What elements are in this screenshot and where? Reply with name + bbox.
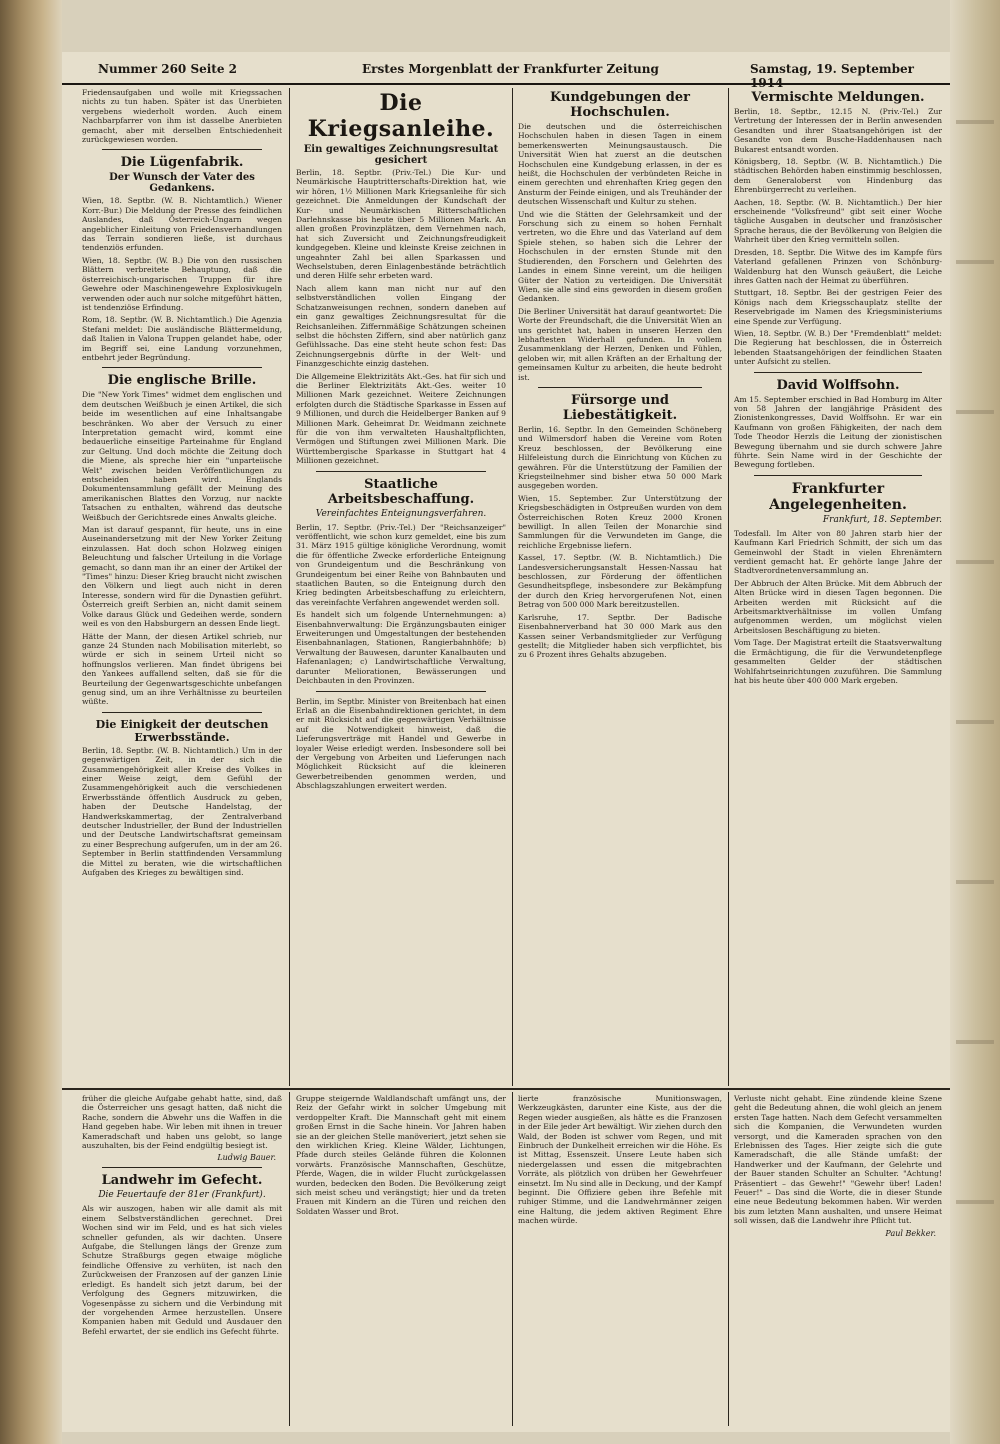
article-text: Am 15. September erschied in Bad Homburg im Alter von 58 Jahren der langjährige Präsident des Zionistenkongresses, David Wolffsohn. Er war ein Kaufmann von großen Fähigkeiten, der nach dem Tode Theodor Herzls die Leitung der zionistischen Bewegung übernahm und sie durch schwere Jahre führte. Sein Name wird in der Geschichte der Bewegung fortleben. [734, 394, 942, 470]
section-divider [62, 1088, 950, 1090]
separator [102, 1167, 262, 1168]
article-heading: Kundgebungen der Hochschulen. [550, 90, 690, 120]
column-3 [518, 88, 722, 1084]
newspaper-page [62, 52, 950, 1432]
separator [754, 475, 922, 476]
article-text: Todesfall. Im Alter von 80 Jahren starb hier der Kaufmann Karl Friedrich Schmitt, der sich um das Gemeinwohl der Stadt in vielen Ehrenämtern verdient gemacht hat. Er gehörte lange Jahre der Stadtverordnetenversammlung an. [734, 528, 942, 576]
separator [102, 149, 262, 150]
masthead [62, 58, 950, 84]
article-text: Berlin, 17. Septbr. (Priv.-Tel.) Der "Reichsanzeiger" veröffentlicht, wie schon kurz gemeldet, eine bis zum 31. März 1915 gültige königliche Verordnung, womit die für öffentliche Zwecke erforderliche Enteignung von Grundeigentum und die Beschränkung von Grundeigentum bei einer Reihe von Bahnbauten und staatlichen Bauten, so die Enteignung durch den Krieg bedingten Arbeitsbeschaffung zu erleichtern, das vereinfachte Verfahren angewendet werden soll. [296, 522, 506, 607]
column-divider [512, 1092, 513, 1426]
article-subheading: Die Feuertaufe der 81er (Frankfurt). [98, 1190, 266, 1201]
article-text: Verluste nicht gehabt. Eine zündende kleine Szene geht die Bedeutung ahnen, die wohl gleich an jenem ersten Tage hatten. Nach dem Gefecht versammelten sich die Kompanien, die Verwundeten wurden versorgt, und die Kameraden sprachen von den Erlebnissen des Tages. Hier zeigte sich die gute Kameradschaft, die alle Stände umfaßt: der Handwerker und der Kaufmann, der Gelehrte und der Bauer standen Schulter an Schulter. "Achtung! Präsentiert – das Gewehr!" "Gewehr über! Laden! Feuer!" – Das sind die Worte, die in dieser Stunde eine neue Bedeutung bekommen haben. Wir werden bis zum letzten Mann aushalten, und unsere Heimat soll wissen, daß die Landwehr ihre Pflicht tut. [734, 1094, 942, 1226]
article-text: Karlsruhe, 17. Septbr. Der Badische Eisenbahnerverband hat 30 000 Mark aus den Kassen seiner Verbandsmitglieder zur Verfügung gestellt; die Mitglieder haben sich verpflichtet, bis zu 6 Prozent ihres Gehalts abzugeben. [518, 612, 722, 660]
article-heading: Die englische Brille. [107, 373, 257, 389]
article-heading: Fürsorge und Liebestätigkeit. [562, 392, 678, 423]
article-heading: Die Einigkeit der deutschen Erwerbsstände. [95, 717, 269, 744]
column-divider [289, 88, 290, 1086]
article-text: Wien, 18. Septbr. (W. B. Nichtamtlich.) Wiener Korr.-Bur.) Die Meldung der Presse des feindlichen Auslandes, daß Österreich-Ungarn wegen angeblicher Einleitung von Friedensverhandlungen das Terrain sondieren ließe, ist durchaus tendenziös erfunden. [82, 196, 282, 253]
column-divider [728, 1092, 729, 1426]
article-text: Nach allem kann man nicht nur auf den selbstverständlichen vollen Eingang der Schatzanweisungen rechnen, sondern daneben auf ein ganz gewaltiges Zeichnungsresultat für die Reichsanleihen. Ziffernmäßige Schätzungen scheinen selbst die höchsten Ziffern, sind aber natürlich ganz Gefühlssache. Das eine steht heute schon fest: Das Zeichnungsergebnis dürfte in der Welt- und Finanzgeschichte einzig dastehen. [296, 283, 506, 369]
article-text: Und wie die Stätten der Gelehrsamkeit und der Forschung sich zu einem so hohen Fernhalt vertreten, wo die Ehre und das Vaterland auf dem Spiele stehen, so haben sich die Lehrer der Hochschulen in der ernsten Stunde mit den Studierenden, den Forschern und Gelehrten des Landes in einem Sinne vereint, um die heiligen Güter der Nation zu verteidigen. Die Universität Wien, sie alle sind eins geworden in diesem großen Gedanken. [518, 209, 722, 304]
article-text: Kassel, 17. Septbr. (W. B. Nichtamtlich.) Die Landesversicherungsanstalt Hessen-Nassau hat beschlossen, zur Förderung der öffentlichen Gesundheitspflege, insbesondere zur Bekämpfung der durch den Krieg hervorgerufenen Not, einen Betrag von 500 000 Mark bereitzustellen. [518, 553, 722, 610]
article-text: Aachen, 18. Septbr. (W. B. Nichtamtlich.) Der hier erscheinende "Volksfreund" gibt seit einer Woche tägliche Ausgaben in deutscher und französischer Sprache heraus, die der Bevölkerung von Belgien die Wahrheit über den Krieg vermitteln sollen. [734, 197, 942, 245]
separator [316, 691, 486, 692]
lower-column-3 [518, 1094, 722, 1428]
article-text: Wien, 18. Septbr. (W. B.) Die von den russischen Blättern verbreitete Behauptung, daß die österreichisch-ungarischen Truppen für ihre Gewehre oder Maschinengewehre Explosivkugeln verwenden oder auch nur solche mitgeführt hätten, ist tendenziöse Erfindung. [82, 255, 282, 312]
article-text: lierte französische Munitionswagen, Werkzeugkästen, darunter eine Kiste, aus der die Regen wieder ausgießen, als hätte es die Franzosen in der Eile jeder Art bewältigt. Wir ziehen durch den Wald, der Boden ist schwer vom Regen, und mit Einbruch der Dunkelheit erreichen wir die Höhe. Es ist Mittag, Essenszeit. Unsere Leute haben sich niedergelassen und essen die mitgebrachten Vorräte, als plötzlich von drüben her Gewehrfeuer einsetzt. Im Nu sind alle in Deckung, und der Kampf beginnt. Die Offiziere geben ihre Befehle mit ruhiger Stimme, und die Landwehrmänner zeigen eine Haltung, die jedem aktiven Regiment Ehre machen würde. [518, 1094, 722, 1226]
article-text: Die Berliner Universität hat darauf geantwortet: Die Worte der Freundschaft, die die Universität Wien an uns gerichtet hat, haben in unseren Herzen den lebhaftesten Widerhall gefunden. In vollem Zusammenklang der Herzen, Denken und Fühlen, geloben wir, mit allen Kräften an der Erhaltung der gemeinsamen Kultur zu arbeiten, die heute bedroht ist. [518, 306, 722, 382]
column-divider [512, 88, 513, 1086]
book-binding [0, 0, 62, 1444]
article-text: Wien, 18. Septbr. (W. B.) Der "Fremdenblatt" meldet: Die Regierung hat beschlossen, die in Österreich lebenden Staatsangehörigen der feindlichen Staaten unter Aufsicht zu stellen. [734, 328, 942, 367]
article-heading: Die Lügenfabrik. [120, 155, 244, 171]
article-subheading: Der Wunsch der Vater des Gedankens. [109, 172, 255, 195]
column-1 [82, 88, 282, 1084]
lower-column-4 [734, 1094, 942, 1428]
adjacent-page-edge [950, 0, 1000, 1444]
article-text: Dresden, 18. Septbr. Die Witwe des im Kampfe fürs Vaterland gefallenen Prinzen von Schönburg-Waldenburg hat den Wunsch geäußert, die Leiche ihres Gatten nach der Heimat zu überführen. [734, 247, 942, 285]
masthead-rule [62, 83, 950, 85]
author-signature: Ludwig Bauer. [217, 1153, 276, 1163]
paper-title: Erstes Morgenblatt der Frankfurter Zeitung [362, 62, 659, 76]
article-text: Königsberg, 18. Septbr. (W. B. Nichtamtlich.) Die städtischen Behörden haben einstimmig beschlossen, dem Generaloberst von Hindenburg das Ehrenbürgerrecht zu verleihen. [734, 157, 942, 195]
article-text: Berlin, 18. Septbr., 12.15 N. (Priv.-Tel.) Zur Vertretung der Interessen der in Berlin anwesenden Gesandten und ihrer Staatsangehörigen ist der Gesandte von dem Busche-Haddenhausen nach Bukarest entsandt worden. [734, 107, 942, 154]
article-heading: Landwehr im Gefecht. [101, 1173, 263, 1189]
column-4 [734, 88, 942, 1084]
article-text: früher die gleiche Aufgabe gehabt hatte, sind, daß die Österreicher uns gesagt hatten, daß nicht die Rache, sondern die Abwehr uns die Waffen in die Hand gegeben habe. Wir leben mit ihnen in treuer Kameradschaft und haben uns gelobt, so lange auszuhalten, bis der Feind endgültig besiegt ist. [82, 1094, 282, 1151]
lower-column-2 [296, 1094, 506, 1428]
separator [538, 387, 702, 388]
separator [102, 712, 262, 713]
dateline: Frankfurt, 18. September. [822, 514, 942, 525]
article-text: Vom Tage. Der Magistrat erteilt die Staatsverwaltung die Ermächtigung, die für die Verwundetenpflege gesammelten Gelder der städtischen Wohlfahrtseinrichtungen zuzuführen. Die Sammlung hat bis heute über 400 000 Mark ergeben. [734, 638, 942, 685]
issue-number: Nummer 260 Seite 2 [98, 62, 238, 76]
separator [102, 367, 262, 368]
article-text: Man ist darauf gespannt, für heute, uns in eine Auseinandersetzung mit der New Yorker Zeitung einzulassen. Hat doch schon Holzweg einigen Beleuchtung und falscher Urteilung in die Vorlage gemacht, so dann man ihr an einer der Artikel der "Times" hinzu: Dieser Krieg braucht nicht zwischen den Völkern und liegt auch nicht in deren Interesse, sondern wird für die Dynastien geführt. Österreich greift Serbien an, nicht damit seinem Volke daraus Glück und Gedeihen werde, sondern weil es von den Habsburgern an dessen Ende liegt. [82, 525, 282, 629]
article-text: Als wir auszogen, haben wir alle damit als mit einem Selbstverständlichen gerechnet. Drei Wochen sind wir im Feld, und es hat sich vieles schneller gefunden, als wir dachten. Unsere Aufgabe, die Stellungen längs der Grenze zum Schutze Straßburgs gegen etwaige mögliche feindliche Offensive zu verhüten, ist nach den Zurückweisen der Franzosen auf der ganzen Linie erledigt. Es handelt sich jetzt darum, bei der Verfolgung des Gegners mitzuwirken, die Vogesenpässe zu sichern und die Verbindung mit der vorgehenden Armee herzustellen. Unsere Kompanien haben mit Geduld und Ausdauer den Befehl erwartet, der sie endlich ins Gefecht führte. [82, 1204, 282, 1336]
article-text: Stuttgart, 18. Septbr. Bei der gestrigen Feier des Königs nach dem Kriegsschauplatz stellte der Reservebrigade im Namen des Kriegsministeriums eine Spende zur Verfügung. [734, 288, 942, 326]
column-divider [289, 1092, 290, 1426]
article-heading: Staatliche Arbeitsbeschaffung. [327, 476, 475, 507]
article-text: Die deutschen und die österreichischen Hochschulen haben in diesen Tagen in einem bemerkenswerten Meinungsaustausch. Die Universität Wien hat zuerst an die deutschen Hochschulen eine Kundgebung erlassen, in der es heißt, die Hochschulen der verbündeten Reiche in einem gerechten und ehrenhaften Krieg gegen den Ansturm der Feinde einigen, und als Treuhänder der deutschen Wissenschaft und Kultur zu stehen. [518, 122, 722, 207]
article-text: Wien, 15. September. Zur Unterstützung der Kriegsbeschädigten in Ostpreußen wurden von dem Österreichischen Roten Kreuz 2000 Kronen bewilligt. In allen Teilen der Monarchie sind Sammlungen für die Verwundeten im Gange, die reichliche Ergebnisse liefern. [518, 493, 722, 550]
main-headline: Die Kriegsanleihe. [307, 90, 495, 142]
lower-column-1 [82, 1094, 282, 1428]
article-text: Friedensaufgaben und wolle mit Kriegssachen nichts zu tun haben. Später ist das Unerbieten vergebens wiederholt worden. Auch einem Nachbarpfarrer von ihm ist dasselbe Anerbieten gemacht, aber mit derselben Entschiedenheit zurückgewiesen worden. [82, 88, 282, 145]
article-subheading: Vereinfachtes Enteignungsverfahren. [315, 508, 487, 519]
article-text: Es handelt sich um folgende Unternehmungen: a) Eisenbahnverwaltung: Die Ergänzungsbauten einiger Erweiterungen und Umgestaltungen der bestehenden Eisenbahnanlagen, Stationen, Rangierbahnhöfe; b) Verwaltung der Bauwesen, darunter Kanalbauten und Hafenanlagen; c) Landwirtschaftliche Verwaltung, darunter Meliorationen, Bewässerungen und Deichbauten in den Provinzen. [296, 610, 506, 686]
article-heading: David Wolffsohn. [776, 377, 900, 393]
article-text: Gruppe steigernde Waldlandschaft umfängt uns, der Reiz der Gefahr wirkt in solcher Umgebung mit verdoppelter Kraft. Die Mannschaft geht mit einem großen Ernst in die Sache hinein. Vor Jahren haben sie an der gleichen Stelle manöveriert, jetzt sehen sie den wirklichen Krieg. Kleine Wälder, Lichtungen, Pfade durch steiles Gelände führen die Kolonnen vorwärts. Französische Mannschaften, Geschütze, Pferde, Wagen, die in wilder Flucht zurückgelassen wurden, bedecken den Boden. Die Bevölkerung zeigt sich meist scheu und verängstigt; hier und da treten Frauen mit Kindern an die Türen und reichen den Soldaten Wasser und Brot. [296, 1094, 506, 1216]
article-text: Berlin, 18. Septbr. (Priv.-Tel.) Die Kur- und Neumärkische Hauptritterschafts-Direktion hat, wie wir hören, 1½ Millionen Mark Kriegsanleihe für sich gezeichnet. Die Anmeldungen der Kundschaft der Kur- und Neumärkischen Ritterschaftlichen Darlehnskasse bis heute über 5 Millionen Mark. An allen großen Provinzplätzen, dem Vernehmen nach, hat sich Zuversicht und Zeichnungsfreudigkeit kundgegeben. Kleine und kleinste Kreise zeichnen in ungeahnter Zahl bei allen Sparkassen und Wechselstuben, deren Einlagenbestände beträchtlich und deren Hilfe sehr erbeten ward. [296, 168, 506, 281]
issue-date: Samstag, 19. September [750, 62, 914, 76]
separator [316, 471, 486, 472]
column-divider [728, 88, 729, 1086]
column-2 [296, 88, 506, 1084]
article-text: Die "New York Times" widmet dem englischen und dem deutschen Weißbuch je einen Artikel, die sich beide im wesentlichen auf eine Inhaltsangabe beschränken. Wo aber der Versuch zu einer Interpretation gemacht wird, kommt eine bedauerliche einseitige Parteinahme für England zur Geltung. Und doch möchte die Zeitung doch die Miene, als spreche hier ein "unparteiische Welt" zwischen beiden Veröffentlichungen zu entscheiden haben wird. Englands Dokumentensammlung gefällt der Meinung des amerikanischen Blattes den Vorzug, nur nackte Tatsachen zu enthalten, während das deutsche Weißbuch der Gerichtsrede eines Anwalts gleiche. [82, 390, 282, 522]
article-text: Berlin, 16. Septbr. In den Gemeinden Schöneberg und Wilmersdorf haben die Vereine vom Roten Kreuz beschlossen, der Bevölkerung eine Hilfeleistung durch die Einrichtung von Küchen zu gewähren. Für die Unterstützung der Familien der Kriegsteilnehmer sind bisher etwa 50 000 Mark ausgegeben worden. [518, 424, 722, 491]
article-text: Hätte der Mann, der diesen Artikel schrieb, nur ganze 24 Stunden nach Mobilisation miterlebt, so würde er sich in seinem Urteil nicht so hoffnungslos verlieren. Man findet übrigens bei den Yankees auffallend selten, daß sie für die Beurteilung der Gegenwartsgeschichte unbefangen genug sind, um an ihre Verhältnisse zu beurteilen wüßte. [82, 631, 282, 707]
article-heading: Frankfurter Angelegenheiten. [769, 480, 907, 513]
article-text: Der Abbruch der Alten Brücke. Mit dem Abbruch der Alten Brücke wird in diesen Tagen begonnen. Die Arbeiten werden mit Rücksicht auf die Arbeitsmarktverhältnisse im vollen Umfang aufgenommen werden, um möglichst vielen Arbeitslosen Beschäftigung zu bieten. [734, 578, 942, 635]
article-text: Berlin, 18. Septbr. (W. B. Nichtamtlich.) Um in der gegenwärtigen Zeit, in der sich die Zusammengehörigkeit aller Kreise des Volkes in einer Weise zeigt, dem Gefühl der Zusammengehörigkeit auch die verschiedenen Erwerbsstände öffentlich Ausdruck zu geben, haben der Deutsche Handelstag, der Handwerkskammertag, der Zentralverband deutscher Industrieller, der Bund der Industriellen und der Deutsche Landwirtschaftsrat gemeinsam zu einer Besprechung aufgerufen, um in der am 26. September in Berlin stattfindenden Versammlung die Mittel zu beraten, wie die wirtschaftlichen Aufgaben des Krieges zu bewältigen sind. [82, 745, 282, 878]
author-signature: Paul Bekker. [885, 1228, 936, 1238]
article-text: Rom, 18. Septbr. (W. B. Nichtamtlich.) Die Agenzia Stefani meldet: Die ausländische Blättermeldung, daß Italien in Valona Truppen gelandet habe, oder im Begriff sei, eine Landung vorzunehmen, entbehrt jeder Begründung. [82, 315, 282, 362]
main-subheadline: Ein gewaltiges Zeichnungsresultat gesichert [303, 144, 499, 166]
separator [754, 372, 922, 373]
article-text: Die Allgemeine Elektrizitäts Akt.-Ges. hat für sich und die Berliner Elektrizitäts Akt.-Ges. weiter 10 Millionen Mark gezeichnet. Weitere Zeichnungen erfolgten durch die Städtische Sparkasse in Essen auf 9 Millionen, und durch die Heidelberger Banken auf 9 Millionen Mark. Geheimrat Dr. Weidmann zeichnete für die von ihm verwalteten Haushaltpflichten, Vermögen und Stiftungen zwei Millionen Mark. Die Württembergische Sparkasse in Stuttgart hat 4 Millionen gezeichnet. [296, 371, 506, 466]
article-heading: Vermischte Meldungen. [751, 90, 925, 105]
article-text: Berlin, im Septbr. Minister von Breitenbach hat einen Erlaß an die Eisenbahndirektionen gerichtet, in dem er mit Rücksicht auf die gegenwärtigen Verhältnisse auf die Notwendigkeit hinweist, daß die Lieferungsverträge mit Handel und Gewerbe in loyaler Weise erledigt werden. Insbesondere soll bei der Vergebung von Arbeiten und Lieferungen nach Möglichkeit Rücksicht auf die kleineren Gewerbetreibenden genommen werden, und Abschlagszahlungen erweitert werden. [296, 696, 506, 791]
